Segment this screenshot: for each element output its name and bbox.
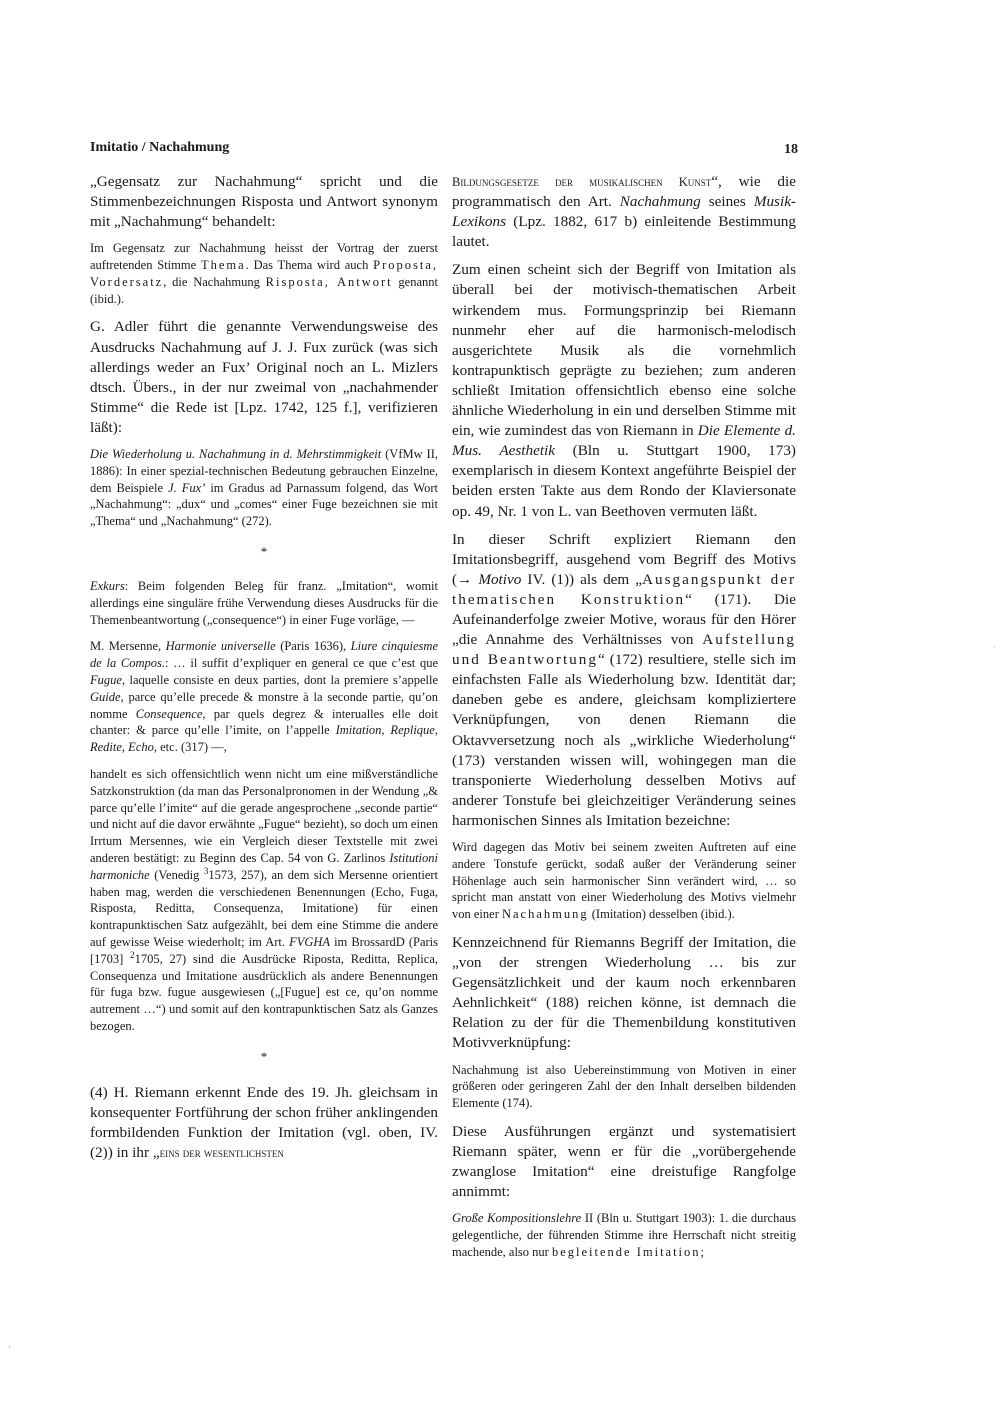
page-number: 18 (784, 142, 798, 157)
excursus-continuation: handelt es sich offensichtlich wenn nicht um eine mißverständliche Satzkonstruktion (da man das Personalpronomen in der Wendung „& parce qu’elle l’imite“ auf die gerade angesprochene „seconde partie“ und nicht auf die davor erwähnte „Fugue“ bezieht), so doch um einen Irrtum Mersennes, wie ein Vergleich dieser Textstelle mit zwei anderen bestätigt: zu Beginn des Cap. 54 von G. Zarlinos Istitutioni harmoniche (Venedig $^3$1573, 257), an dem sich Mersenne orientiert haben mag, werden die verschiedenen Benennungen (Echo, Fuga, Risposta, Reditta, Consequenza, Imitatione) für einen kontrapunktischen Satz aufgezählt, bei dem eine Stimme die andere auf gewisse Weise wiederholt; im Art. FVGHA im BrossardD (Paris [1703] $^2$1705, 27) sind die Ausdrücke Riposta, Reditta, Replica, Consequenza und Imitatione ausdrücklich als andere Benennungen für fuga bzw. fugue ausgewiesen („[Fugue] est ce, qu’on nomme autrement …“) und somit auf den kontrapunktischen Satz als Ganzes bezogen. (90, 766, 439, 1033)
paragraph: „Gegensatz zur Nachahmung“ spricht und die Stimmenbezeichnungen Risposta und Antwort synonym mit „Nachahmung“ behandelt: (90, 173, 438, 231)
block-quote: Nachahmung ist also Uebereinstimmung von Motiven in einer größeren oder geringeren Zahl der den Inhalt derselben bildenden Elemente (174). (452, 1062, 796, 1111)
block-quote: Die Wiederholung u. Nachahmung in d. Mehrstimmigkeit (VfMw II, 1886): In einer spezial-technischen Bedeutung gebrauchen Einzelne, dem Beispiele J. Fux’ im Gradus ad Parnassum folgend, das Wort „Nachahmung“: „dux“ und „comes“ einer Fuge bezeichnen sie mit „Thema“ und „Nachahmung“ (272). (90, 447, 439, 529)
excursus: Exkurs: Beim folgenden Beleg für franz. „Imitation“, womit allerdings eine singuläre frühe Verwendung dieses Ausdrucks für die Themenbeantwortung („consequence“) in einer Fuge vorläge, — (90, 579, 438, 627)
section-divider: * (260, 544, 268, 560)
block-quote: M. Mersenne, Harmonie universelle (Paris 1636), Liure cinquiesme de la Compos.: … il suffit d’expliquer en general ce que c’est que Fugue, laquelle consiste en deux parties, dont la premiere s’appelle Guide, parce qu’elle precede & monstre à la seconde partie, qu’on nomme Consequence, par quels degrez & interualles elle doit chanter: & parce qu’elle l’imite, on l’appelle Imitation, Replique, Redite, Echo, etc. (317) —, (90, 639, 439, 755)
section-divider: * (260, 1048, 268, 1064)
paragraph: Kennzeichnend für Riemanns Begriff der Imitation, die „von der strengen Wiederholung … bis zur Gegensätzlichkeit und der kaum noch erkennbaren Aehnlichkeit“ (188) reichen könne, ist demnach die Relation zu der für die Themenbildung konstitutiven Motivverknüpfung: (452, 933, 796, 1052)
left-column (90, 172, 438, 1171)
paragraph: (4) H. Riemann erkennt Ende des 19. Jh. gleichsam in konsequenter Fortführung der schon früher anklingenden formbildenden Funktion der Imitation (vgl. oben, IV. (2)) in ihr „eins der wesentlichsten (90, 1083, 438, 1162)
paragraph: Diese Ausführungen ergänzt und systematisiert Riemann später, wenn er für die „vorübergehende zwanglose Imitation“ eine dreistufige Rangfolge annimmt: (452, 1122, 796, 1201)
paragraph: G. Adler führt die genannte Verwendungsweise des Ausdrucks Nachahmung auf J. J. Fux zurück (was sich allerdings weder an Fux’ Original noch an L. Mizlers dtsch. Übers., in der nur zweimal von „nachahmender Stimme“ die Rede ist [Lpz. 1742, 125 f.], verifizieren läßt): (90, 318, 438, 436)
block-quote: Im Gegensatz zur Nachahmung heisst der Vortrag der zuerst auftretenden Stimme Thema. Das Thema wird auch Proposta, Vordersatz, die Nachahmung Risposta, Antwort genannt (ibid.). (90, 241, 439, 306)
right-column (452, 172, 796, 1271)
scan-mark: · (993, 642, 996, 652)
scan-mark: ` (8, 1346, 12, 1357)
running-head: Imitatio / Nachahmung (90, 140, 230, 155)
block-quote: Wird dagegen das Motiv bei seinem zweiten Auftreten auf eine andere Tonstufe gerückt, sodaß außer der Veränderung seiner Höhenlage auch sein harmonischer Sinn verändert wird, … so spricht man anstatt von einer Wiederholung des Motivs vielmehr von einer Nachahmung (Imitation) desselben (ibid.). (452, 840, 796, 922)
paragraph: In dieser Schrift expliziert Riemann den Imitationsbegriff, ausgehend vom Begriff des Motivs (→ Motivo IV. (1)) als dem „Ausgangspunkt der thematischen Konstruktion“ (171). Die Aufeinanderfolge zweier Motive, woraus für den Hörer „die Annahme des Verhältnisses von Aufstellung und Beantwortung“ (172) resultiere, stelle sich im einfachsten Falle als Wiederholung bzw. Identität dar; daneben gebe es andere, gleichsam kompliziertere Verknüpfungen, von denen Riemann die Oktavversetzung noch als „wirkliche Wiederholung“ (173) verstanden wissen will, wohingegen man die transponierte Wiederholung desselben Motivs auf anderer Tonstufe bei gleichzeitiger Veränderung seines harmonischen Sinnes als Imitation bezeichne: (452, 530, 797, 829)
block-quote: Große Kompositionslehre II (Bln u. Stuttgart 1903): 1. die durchaus gelegentliche, der führenden Stimme ihre Herrschaft nicht streitig machende, also nur begleitende Imitation; (452, 1211, 796, 1259)
paragraph: Bildungsgesetze der musikalischen Kunst“, wie die programmatisch den Art. Nachahmung seines Musik-Lexikons (Lpz. 1882, 617 b) einleitende Bestimmung lautet. (452, 173, 796, 251)
paragraph: Zum einen scheint sich der Begriff von Imitation als überall bei der motivisch-thematischen Arbeit wirkendem mus. Formungsprinzip bei Riemann nunmehr eher auf die harmonisch-melodisch ausgerichtete Musik als die vornehmlich kontrapunktisch geprägte zu beziehen; zum anderen schließt Imitation offensichtlich ebenso eine solche ähnliche Wiederholung in ein und derselben Stimme mit ein, wie zumindest das von Riemann in Die Elemente d. Mus. Aesthetik (Bln u. Stuttgart 1900, 173) exemplarisch in diesem Kontext angeführte Beispiel der beiden ersten Takte aus dem Rondo der Klaviersonate op. 49, Nr. 1 von L. van Beethoven vermuten läßt. (452, 261, 796, 520)
